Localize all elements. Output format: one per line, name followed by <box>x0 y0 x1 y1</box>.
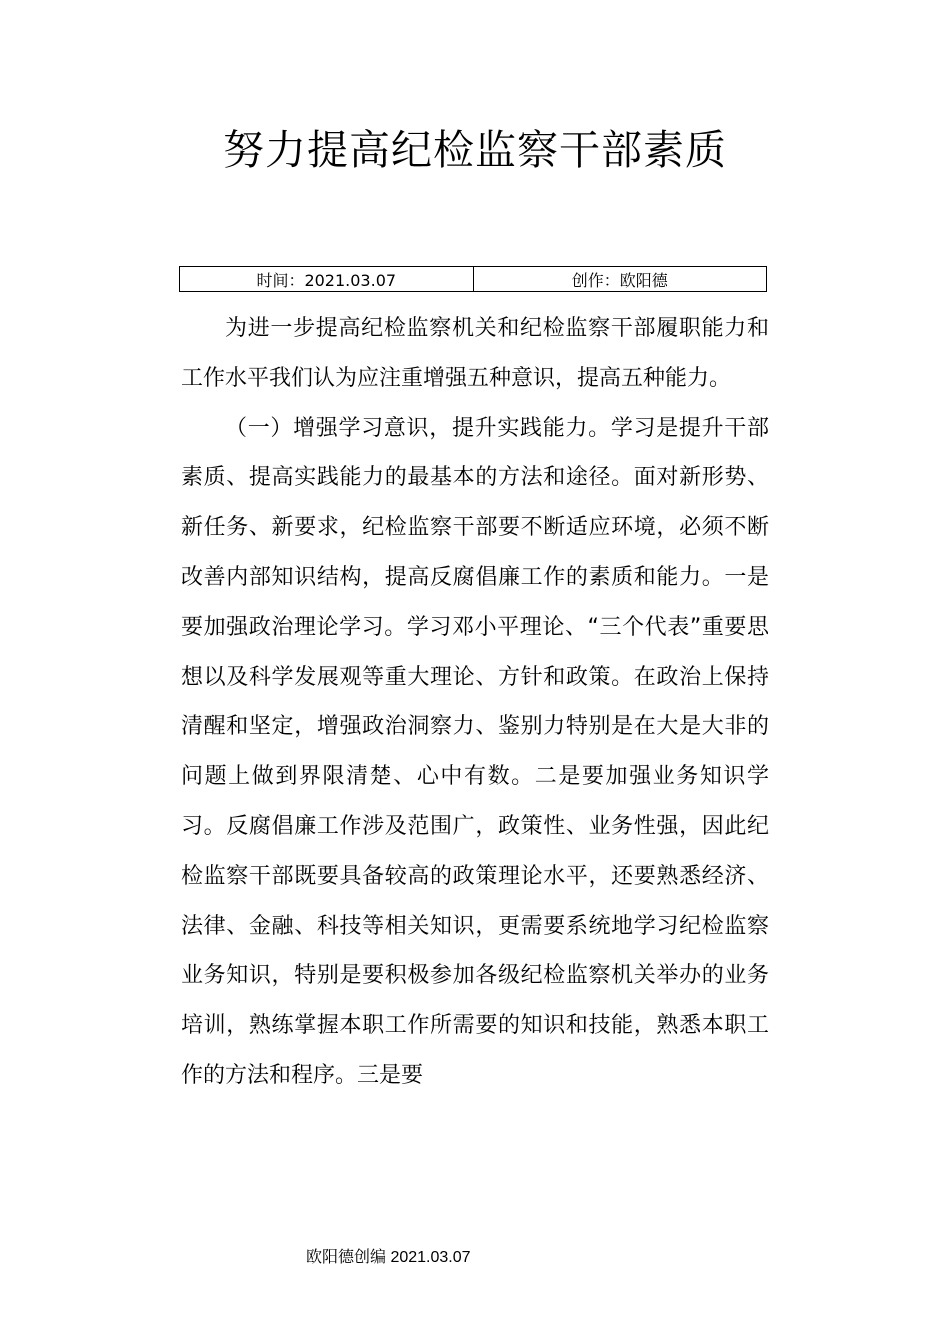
document-title: 努力提高纪检监察干部素质 <box>223 126 727 174</box>
page-footer: 欧阳德创编 2021.03.07 <box>306 1249 471 1266</box>
meta-table <box>179 266 767 292</box>
meta-author: 创作：欧阳德 <box>473 267 767 291</box>
paragraph: 为进一步提高纪检监察机关和纪检监察干部履职能力和工作水平我们认为应注重增强五种意识，提高五种能力。 <box>181 316 769 391</box>
paragraph: （一）增强学习意识，提升实践能力。学习是提升干部素质、提高实践能力的最基本的方法和途径。面对新形势、新任务、新要求，纪检监察干部要不断适应环境，必须不断改善内部知识结构，提高反腐倡廉工作的素质和能力。一是要加强政治理论学习。学习邓小平理论、“三个代表”重要思想以及科学发展观等重大理论、方针和政策。在政治上保持清醒和坚定，增强政治洞察力、鉴别力特别是在大是大非的问题上做到界限清楚、心中有数。二是要加强业务知识学习。反腐倡廉工作涉及范围广，政策性、业务性强，因此纪检监察干部既要具备较高的政策理论水平，还要熟悉经济、法律、金融、科技等相关知识，更需要系统地学习纪检监察业务知识，特别是要积极参加各级纪检监察机关举办的业务培训，熟练掌握本职工作所需要的知识和技能，熟悉本职工作的方法和程序。三是要 <box>181 415 769 1088</box>
document-body <box>181 304 769 1101</box>
meta-time: 时间：2021.03.07 <box>256 270 397 290</box>
